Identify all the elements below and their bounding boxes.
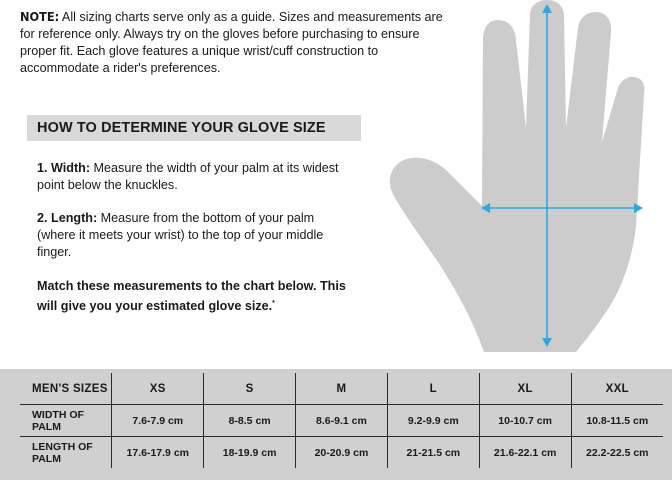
width-instruction [37,160,347,194]
hand-measurement-illustration [380,0,672,352]
table-cell: 22.2-22.5 cm [571,437,663,469]
table-cell: 17.6-17.9 cm [112,437,204,469]
match-text: Match these measurements to the chart below. This will give you your estimated glove size. [37,279,346,314]
table-row [20,437,663,469]
table-cell: 8.6-9.1 cm [296,405,388,437]
footnote-mark: * [272,300,275,307]
match-instruction [37,278,357,315]
table-cell: 21-21.5 cm [387,437,479,469]
guide-heading: HOW TO DETERMINE YOUR GLOVE SIZE [27,115,361,141]
header-xl: XL [479,373,571,405]
row-label: LENGTH OF PALM [20,437,112,469]
header-s: S [204,373,296,405]
row-label: WIDTH OF PALM [20,405,112,437]
note-text: All sizing charts serve only as a guide. Sizes and measurements are for reference only. Always try on the gloves before purchasing to ensure proper fit. Each glove features a unique wrist/cuff construction to accommodate a rider's preferences. [20,10,443,75]
note-lead: NOTE: [20,9,60,24]
table-cell: 10.8-11.5 cm [571,405,663,437]
header-m: M [296,373,388,405]
header-xxl: XXL [571,373,663,405]
header-l: L [387,373,479,405]
table-cell: 18-19.9 cm [204,437,296,469]
size-chart-table [20,373,663,468]
width-label: 1. Width: [37,161,91,175]
length-text: Measure from the bottom of your palm (where it meets your wrist) to the top of your middle finger. [37,211,324,259]
hand-icon [390,0,645,352]
length-instruction [37,210,347,261]
header-mens-sizes: MEN'S SIZES [20,373,112,405]
width-text: Measure the width of your palm at its widest point below the knuckles. [37,161,339,192]
length-label: 2. Length: [37,211,98,225]
table-header-row [20,373,663,405]
width-arrow-right [634,203,643,213]
header-xs: XS [112,373,204,405]
table-cell: 7.6-7.9 cm [112,405,204,437]
table-row [20,405,663,437]
table-cell: 9.2-9.9 cm [387,405,479,437]
table-cell: 21.6-22.1 cm [479,437,571,469]
table-cell: 8-8.5 cm [204,405,296,437]
table-cell: 10-10.7 cm [479,405,571,437]
table-cell: 20-20.9 cm [296,437,388,469]
